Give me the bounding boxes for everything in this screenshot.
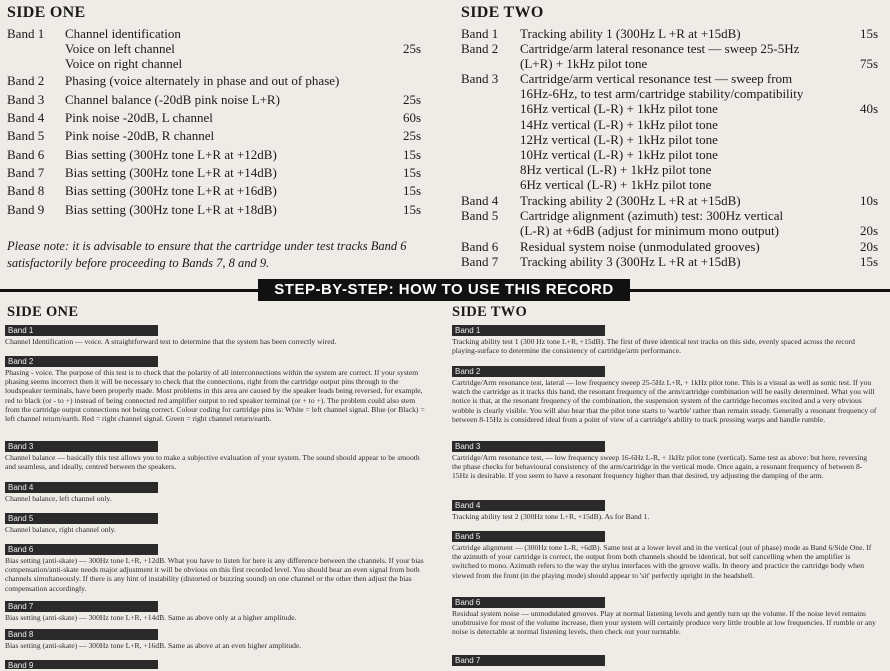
band-description-line: 16Hz-6Hz, to test arm/cartridge stability/compatibility	[520, 86, 804, 102]
band-description-line: 6Hz vertical (L-R) + 1kHz pilot tone	[520, 177, 712, 193]
band-duration: 25s	[402, 41, 421, 57]
band-duration: 15s	[402, 165, 421, 180]
howto-band-text: Channel balance — basically this test allows you to make a subjective evaluation of your system. The sound should appear to be smooth and seamless, and ideally, centred between the speakers.	[5, 453, 420, 472]
band-description-line: Bias setting (300Hz tone L+R at +12dB)	[65, 147, 277, 162]
howto-band-bar: Band 5	[5, 513, 158, 524]
howto-band-text: Channel Identification — voice. A straightforward test to determine that the system has been correctly wired.	[5, 337, 337, 346]
band-description-line: Tracking ability 2 (300Hz L +R at +15dB)	[520, 193, 741, 208]
band-duration: 15s	[402, 147, 421, 162]
band-description-line: (L+R) + 1kHz pilot tone	[520, 56, 648, 72]
band-description-line: Channel balance (-20dB pink noise L+R)	[65, 92, 280, 107]
band-label: Band 7	[7, 165, 45, 180]
band-duration: 60s	[402, 110, 421, 125]
band-label: Band 3	[461, 71, 499, 86]
howto-band-text: Channel balance, right channel only.	[5, 525, 116, 534]
band-label: Band 8	[7, 183, 45, 198]
band-row	[7, 147, 421, 162]
band-label: Band 1	[7, 26, 45, 41]
band-row	[7, 26, 421, 72]
band-duration: 25s	[402, 92, 421, 107]
band-label: Band 6	[7, 147, 45, 162]
howto-band-bar: Band 1	[452, 325, 605, 336]
band-row	[7, 92, 421, 107]
band-row	[461, 71, 878, 193]
band-row	[461, 26, 878, 41]
side-two-title: SIDE TWO	[461, 4, 544, 21]
howto-band-bar: Band 9	[5, 660, 158, 669]
band-description-line: Pink noise -20dB, L channel	[65, 110, 213, 125]
band-row	[461, 41, 878, 71]
band-description-line: (L-R) at +6dB (adjust for minimum mono output)	[520, 223, 779, 239]
note-line-2: satisfactorily before proceeding to Bands 7, 8 and 9.	[7, 256, 270, 270]
band-row	[461, 193, 878, 208]
band-description-line: Cartridge/arm vertical resonance test — sweep from	[520, 71, 793, 86]
howto-band-bar: Band 8	[5, 629, 158, 640]
band-duration: 15s	[402, 202, 421, 217]
band-label: Band 5	[7, 128, 45, 143]
band-row	[7, 73, 421, 88]
band-duration: 10s	[859, 193, 878, 208]
band-description-line: Bias setting (300Hz tone L+R at +16dB)	[65, 183, 277, 198]
band-row	[7, 165, 421, 180]
band-label: Band 5	[461, 208, 499, 223]
band-row	[7, 183, 421, 198]
band-row	[461, 239, 878, 254]
band-row	[7, 110, 421, 125]
howto-band-text: Bias setting (anti-skate) — 300Hz tone L+R, +16dB. Same as above at an even higher amplitude.	[5, 641, 302, 650]
band-duration: 15s	[859, 254, 878, 269]
band-description-line: Cartridge/arm lateral resonance test — sweep 25-5Hz	[520, 41, 800, 56]
howto-band-bar: Band 6	[5, 544, 158, 555]
howto-band-text: Cartridge/Arm resonance test, — low frequency sweep 16-6Hz L-R, + 1kHz pilot tone (vertical). Same test as above: but here, reversing the phase checks for behavioural consistency of the arm/cartridge in the vertical mode. Once again, a resonant frequency of between 8-15Hz is desirable. If you seem to have a resonant frequency higher than that desired, try adjusting the damping of the arm.	[452, 453, 868, 481]
howto-band-text: Bias setting (anti-skate) — 300Hz tone L+R, +14dB. Same as above only at a higher amplitude.	[5, 613, 297, 622]
band-duration: 20s	[859, 239, 878, 254]
howto-band-text: Tracking ability test 1 (300 Hz tone L+R, +15dB). The first of three identical test tracks on this side, evenly spaced across the record playing-surface to determine the consistency of cartridge/arm performance.	[452, 337, 855, 356]
band-description-line: Bias setting (300Hz tone L+R at +18dB)	[65, 202, 277, 217]
banner-rule-right	[630, 289, 890, 292]
band-label: Band 3	[7, 92, 45, 107]
howto-band-bar: Band 4	[5, 482, 158, 493]
band-row	[461, 254, 878, 269]
band-label: Band 9	[7, 202, 45, 217]
band-label: Band 4	[7, 110, 45, 125]
howto-band-bar: Band 7	[452, 655, 605, 666]
band-label: Band 2	[7, 73, 45, 88]
howto-side-two-title: SIDE TWO	[452, 304, 528, 320]
band-description-line: 10Hz vertical (L-R) + 1kHz pilot tone	[520, 147, 718, 162]
howto-band-bar: Band 5	[452, 531, 605, 542]
band-row	[7, 202, 421, 217]
band-description-line: 8Hz vertical (L-R) + 1kHz pilot tone	[520, 162, 712, 178]
band-description-line: Tracking ability 1 (300Hz L +R at +15dB)	[520, 26, 741, 41]
howto-band-text: Residual system noise — unmodulated grooves. Play at normal listening levels and gently turn up the volume. If the noise level remains unobtrusive for most of the volume increase, then your system will certainly produce very little trouble at low frequencies. If rumble or any noise is detectable at normal listening levels, then check out your turntable.	[452, 609, 876, 637]
howto-band-bar: Band 3	[5, 441, 158, 452]
step-by-step-banner	[0, 279, 890, 301]
band-row	[461, 208, 878, 238]
banner-title: STEP-BY-STEP: HOW TO USE THIS RECORD	[258, 279, 630, 301]
band-description-line: 14Hz vertical (L-R) + 1kHz pilot tone	[520, 116, 718, 132]
band-description-line: 12Hz vertical (L-R) + 1kHz pilot tone	[520, 131, 718, 147]
band-description-line: Bias setting (300Hz tone L+R at +14dB)	[65, 165, 277, 180]
band-label: Band 1	[461, 26, 499, 41]
howto-band-text: Phasing - voice. The purpose of this test is to check that the polarity of all interconnections within the system are correct. If your system phasing seems incorrect then it will be necessary to check that the connections, right from the cartridge output pins through to the loudspeaker terminals, have been properly made. Most problems in this area are caused by the speaker leads being reversed, for example, red to black (or - to +) instead of being connected red amplifier output to red speaker terminal (or + to +). The problem could also stem from the cartridge output connections not being correct. Colour coding for cartridge pins is: White = left channel signal. Blue (or Black) = left channel return/earth. Red = right channel signal. Green = right channel return/earth.	[5, 368, 425, 424]
howto-band-bar: Band 1	[5, 325, 158, 336]
side-one-title: SIDE ONE	[7, 4, 86, 21]
band-duration: 20s	[859, 223, 878, 239]
howto-band-bar: Band 3	[452, 441, 605, 452]
band-label: Band 2	[461, 41, 499, 56]
band-duration: 40s	[859, 101, 878, 117]
howto-band-bar: Band 2	[5, 356, 158, 367]
band-label: Band 6	[461, 239, 499, 254]
band-label: Band 4	[461, 193, 499, 208]
band-description-line: Pink noise -20dB, R channel	[65, 128, 215, 143]
howto-band-text: Cartridge alignment — (300Hz tone L-R, +6dB). Same test at a lower level and in the vertical (out of phase) mode as Band 6/Side One. If the azimuth of your cartridge is correct, the output from both channels should be identical, but self cancelling when the amplifier is switched to mono. Azimuth refers to the way the stylus interfaces with the groove walls. In theory and practice the cartridge body when viewed from the front (in the playing mode) should appear to 'sit' perfectly upright in the headshell.	[452, 543, 872, 580]
howto-band-text: Cartridge/Arm resonance test, lateral — low frequency sweep 25-5Hz L+R, + 1kHz pilot tone. This is a visual as well as sonic test. If you watch the cartridge as it tracks this band, the resonant frequency of the arm/cartridge combination will be easily determined. What you will notice is that, at the resonant frequency of the combination, the suspension system of the cartridge becomes excited and a very obvious wobble is clearly visible. You will also hear that the pilot tone starts to 'warble' rather than remain steady. Generally a resonant frequency of between 8-15Hz is considered ideal from a point of view of a cartridge's ability to track pressing warps and handle rumble.	[452, 378, 877, 424]
band-duration: 75s	[859, 56, 878, 72]
howto-band-text: Channel balance, left channel only.	[5, 494, 112, 503]
band-duration: 15s	[402, 183, 421, 198]
howto-side-one-title: SIDE ONE	[7, 304, 79, 320]
howto-band-text: Tracking ability test 2 (300Hz tone L+R, +15dB). As for Band 1.	[452, 512, 650, 521]
side-one-note	[7, 238, 447, 272]
band-description-line: Channel identification	[65, 26, 181, 41]
band-description-line: Cartridge alignment (azimuth) test: 300Hz vertical	[520, 208, 784, 223]
band-description-line: Phasing (voice alternately in phase and out of phase)	[65, 73, 340, 88]
band-description-line: 16Hz vertical (L-R) + 1kHz pilot tone	[520, 101, 718, 117]
band-description-line: Voice on left channel	[65, 41, 175, 57]
band-description-line: Tracking ability 3 (300Hz L +R at +15dB)	[520, 254, 741, 269]
band-row	[7, 128, 421, 143]
howto-band-bar: Band 2	[452, 366, 605, 377]
howto-band-bar: Band 6	[452, 597, 605, 608]
band-duration: 25s	[402, 128, 421, 143]
howto-band-bar: Band 7	[5, 601, 158, 612]
band-label: Band 7	[461, 254, 499, 269]
note-line-1: Please note: it is advisable to ensure that the cartridge under test tracks Band 6	[7, 239, 407, 253]
band-description-line: Voice on right channel	[65, 56, 183, 72]
banner-rule-left	[0, 289, 258, 292]
band-duration: 15s	[859, 26, 878, 41]
howto-band-bar: Band 4	[452, 500, 605, 511]
howto-band-text: Bias setting (anti-skate) — 300Hz tone L+R, +12dB. What you have to listen for here is any difference between the channels. If your bias compensation/anti-skate needs major adjustment it will be obvious on this first recorded level. You should hear an even signal from both channels simultaneously. If there is any hint of instability (distorted or buzzing sound) on one channel or the other then adjust the bias compensation accordingly.	[5, 556, 424, 593]
band-description-line: Residual system noise (unmodulated grooves)	[520, 239, 760, 254]
